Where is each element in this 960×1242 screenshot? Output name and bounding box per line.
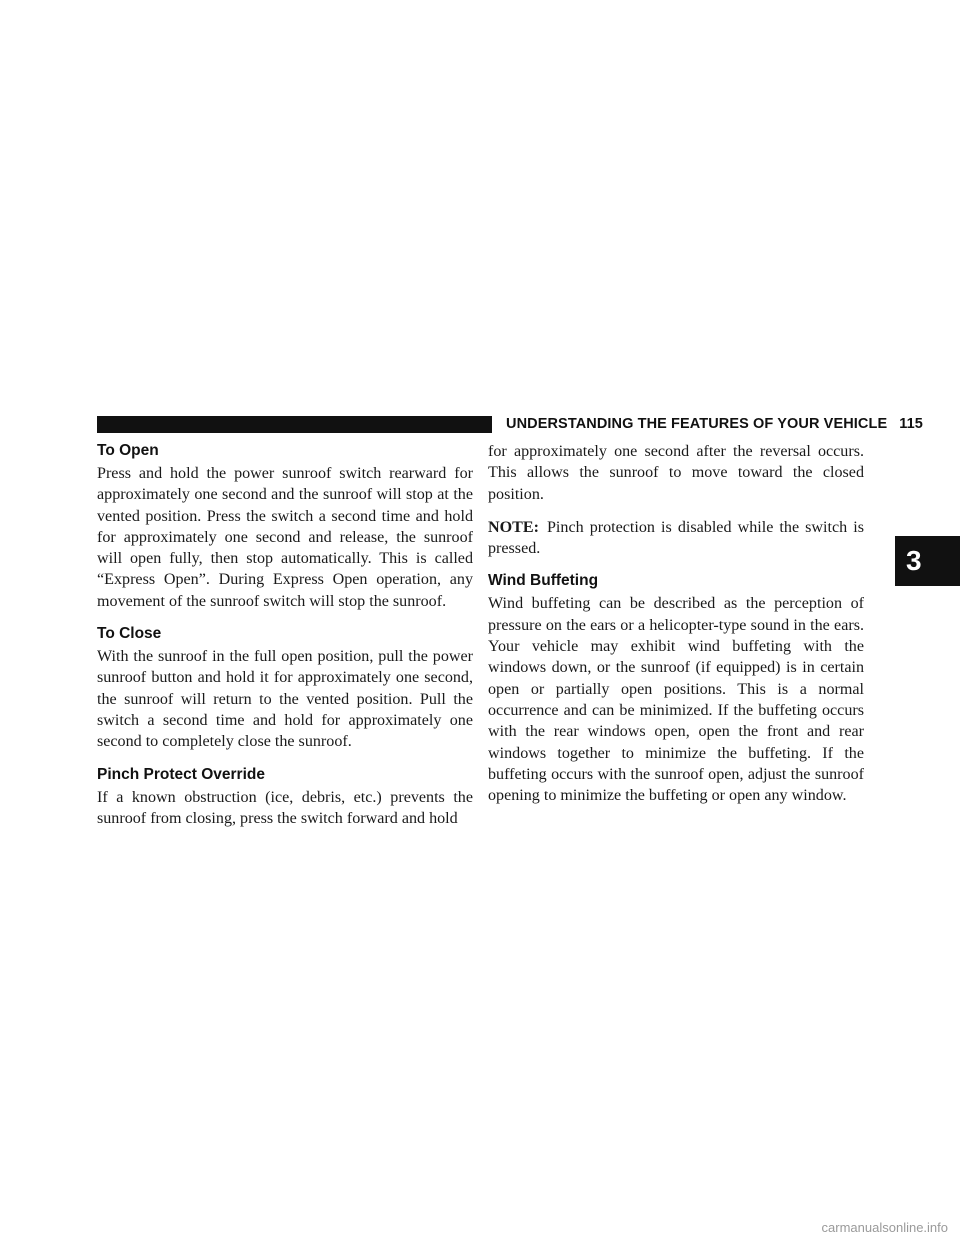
continuation-paragraph: for approximately one second after the reversal occurs. This allows the sunroof to move toward the closed position. — [488, 443, 864, 503]
note-label: NOTE: — [488, 518, 539, 536]
header-title: UNDERSTANDING THE FEATURES OF YOUR VEHICLE — [506, 416, 888, 432]
note-text: Pinch protection is disabled while the switch is pressed. — [488, 518, 864, 558]
section-body-to-open: Press and hold the power sunroof switch rearward for approximately one second and the sunroof will stop at the vented position. Press the switch a second time and hold for approximately one second and release, the sunroof will open fully, then stop automatically. This is called “Express Open”. During Express Open operation, any movement of the sunroof switch will stop the sunroof. — [97, 465, 473, 610]
right-column — [488, 441, 864, 806]
section-heading-pinch-protect: Pinch Protect Override — [97, 765, 265, 783]
section-body-pinch-protect: If a known obstruction (ice, debris, etc.) prevents the sunroof from closing, press the switch forward and hold — [97, 788, 473, 827]
header-rule — [97, 416, 492, 433]
section-heading-wind-buffeting: Wind Buffeting — [488, 572, 599, 590]
section-heading-to-open: To Open — [97, 442, 159, 459]
section-body-to-close: With the sunroof in the full open position, pull the power sunroof button and hold it for approximately one second, the sunroof will return to the vented position. Pull the switch a second time and hold for approximately one second to completely close the sunroof. — [97, 648, 473, 751]
chapter-tab: 3 — [895, 536, 960, 586]
running-header — [506, 416, 923, 433]
note-paragraph — [488, 517, 864, 560]
watermark: carmanualsonline.info — [821, 1220, 948, 1235]
section-heading-to-close: To Close — [97, 625, 162, 643]
left-column — [97, 441, 473, 829]
section-body-wind-buffeting: Wind buffeting can be described as the perception of pressure on the ears or a helicopter-type sound in the ears. Your vehicle may exhibit wind buffeting with the windows down, or the sunroof (if equipped) is in certain open or partially open positions. This is a normal occurrence and can be minimized. If the buffeting occurs with the rear windows open, open the front and rear windows together to minimize the buffeting. If the buffeting occurs with the sunroof open, adjust the sunroof opening to minimize the buffeting or open any window. — [488, 595, 864, 805]
page-number: 115 — [899, 416, 923, 432]
